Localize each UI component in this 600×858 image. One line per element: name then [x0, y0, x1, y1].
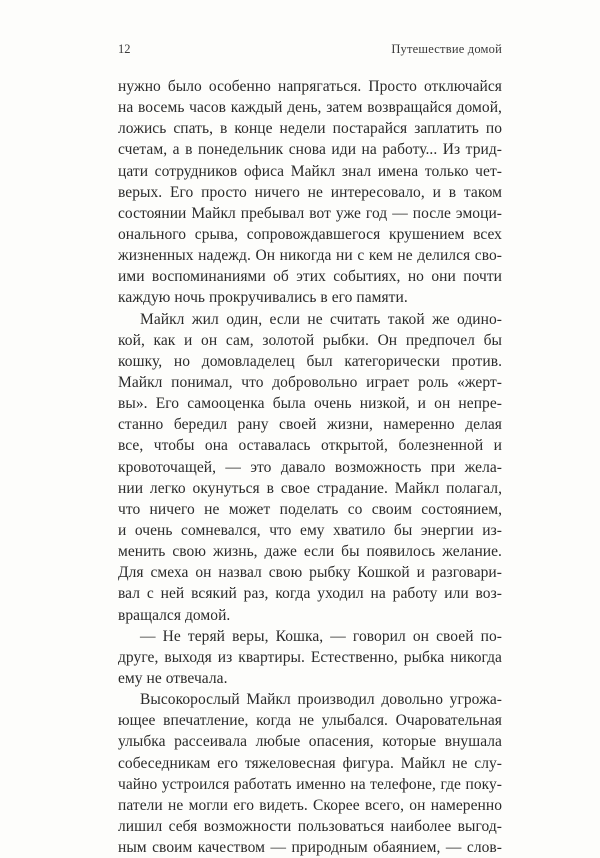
text-line: нужно было особенно напрягаться. Просто отключайся: [118, 78, 502, 95]
text-line: Для смеха он назвал свою рыбку Кошкой и разговари-: [118, 564, 502, 582]
text-line: Майкл жил один, если не считать такой же одино-: [140, 310, 502, 328]
text-line: кошку, но домовладелец был категорически против.: [118, 352, 502, 370]
text-line: ими воспоминаниями об этих событиях, но они почти: [118, 268, 502, 286]
page-number: 12: [118, 42, 131, 56]
text-line: вал с ней всякий раз, когда уходил на работу или воз-: [118, 585, 502, 603]
text-line: кой, как и он сам, золотой рыбки. Он предпочел бы: [118, 331, 502, 349]
text-line: кровоточащей, — это давало возможность при жела-: [118, 458, 502, 476]
text-line: ющее впечатление, когда не улыбался. Очаровательная: [118, 712, 502, 730]
text-line: все, чтобы она оставалась открытой, болезненной и: [118, 437, 502, 455]
text-line: патели не могли его видеть. Скорее всего, он намеренно: [118, 796, 502, 814]
text-line: ным своим качеством — природным обаянием, — слов-: [118, 839, 502, 857]
text-line: что ничего не может поделать со своим состоянием,: [118, 500, 502, 518]
text-line: ему не отвечала.: [118, 669, 228, 687]
chapter-title: Путешествие домой: [391, 42, 502, 56]
text-line: улыбка рассеивала любые опасения, которые внушала: [118, 733, 502, 751]
text-line: онального срыва, сопровождавшегося крушением всех: [118, 225, 502, 243]
text-line: на восемь часов каждый день, затем возвращайся домой,: [118, 99, 502, 117]
text-line: ложись спать, в конце недели постарайся заплатить по: [118, 120, 502, 138]
text-line: Майкл понимал, что добровольно играет роль «жерт-: [118, 373, 502, 391]
body-text: [118, 76, 502, 858]
text-line: вращался домой.: [118, 606, 231, 624]
text-line: вы». Его самооценка была очень низкой, и он непре-: [118, 395, 502, 413]
text-line: станно бередил рану своей жизни, намеренно делая: [118, 416, 502, 434]
text-line: каждую ночь прокручивались в его памяти.: [118, 289, 408, 307]
text-line: жизненных надежд. Он никогда ни с кем не делился сво-: [118, 247, 502, 265]
text-line: нии легко окунуться в свое страдание. Майкл полагал,: [118, 479, 502, 497]
text-line: счетам, а в понедельник снова иди на работу... Из трид-: [118, 141, 502, 159]
text-line: цати сотрудников офиса Майкл знал имена только чет-: [118, 162, 502, 180]
text-line: менить свою жизнь, даже если бы появилось желание.: [118, 543, 502, 561]
text-line: и очень сомневался, что ему хватило бы энергии из-: [118, 521, 502, 539]
text-line: собеседникам его тяжеловесная фигура. Майкл не слу-: [118, 754, 502, 772]
text-line: друге, выходя из квартиры. Естественно, рыбка никогда: [118, 648, 502, 666]
text-line: лишил себя возможности пользоваться наиболее выгод-: [118, 817, 502, 835]
text-line: состоянии Майкл пребывал вот уже год — после эмоци-: [118, 204, 502, 222]
text-line: Высокорослый Майкл производил довольно угрожа-: [140, 691, 502, 709]
text-line: верых. Его просто ничего не интересовало, и в таком: [118, 183, 502, 201]
text-line: чайно устроился работать именно на телефоне, где поку-: [118, 775, 502, 793]
text-line: — Не теряй веры, Кошка, — говорил он своей по-: [140, 627, 502, 645]
